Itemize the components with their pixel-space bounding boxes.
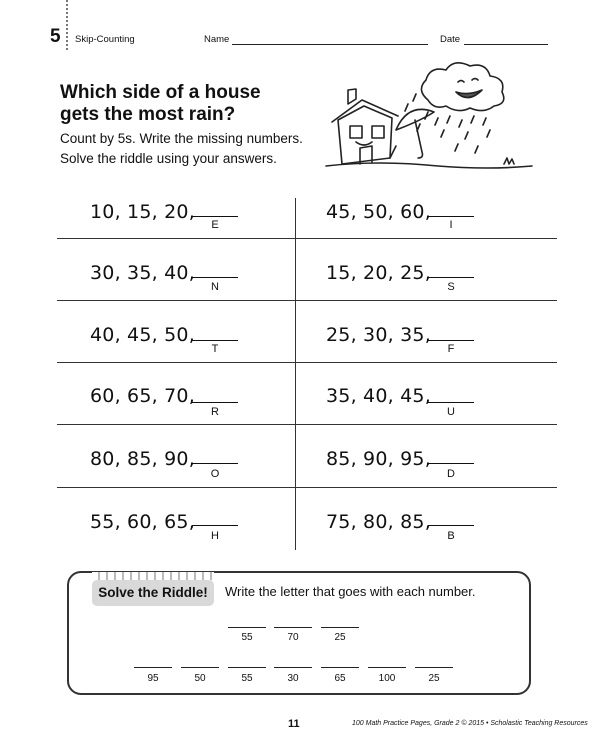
riddle-answer-blank[interactable] [368, 667, 406, 668]
answer-blank[interactable] [192, 340, 238, 341]
answer-letter: U [447, 406, 455, 418]
problem-sequence: 55, 60, 65, [90, 511, 195, 533]
column-divider [295, 198, 296, 550]
answer-blank[interactable] [192, 277, 238, 278]
problem-sequence: 30, 35, 40, [90, 262, 195, 284]
answer-blank[interactable] [428, 216, 474, 217]
problem-sequence: 85, 90, 95, [326, 448, 431, 470]
solve-riddle-badge: Solve the Riddle! [92, 580, 214, 606]
topic-label: Skip-Counting [75, 34, 135, 45]
riddle-number: 70 [287, 632, 299, 643]
name-label: Name [204, 34, 230, 45]
header-dotted-divider [66, 0, 68, 50]
problem-sequence: 15, 20, 25, [326, 262, 431, 284]
riddle-number: 30 [287, 673, 299, 684]
problem-sequence: 10, 15, 20, [90, 201, 195, 223]
cloud-icon [421, 63, 503, 111]
answer-blank[interactable] [428, 340, 474, 341]
date-field[interactable] [464, 44, 548, 45]
riddle-number: 25 [428, 673, 440, 684]
riddle-number: 25 [334, 632, 346, 643]
riddle-number: 65 [334, 673, 346, 684]
answer-blank[interactable] [428, 525, 474, 526]
answer-blank[interactable] [428, 402, 474, 403]
answer-letter: R [211, 406, 219, 418]
riddle-answer-blank[interactable] [181, 667, 219, 668]
row-divider [57, 362, 557, 363]
riddle-number: 55 [241, 632, 253, 643]
row-divider [57, 487, 557, 488]
answer-blank[interactable] [428, 463, 474, 464]
riddle-answer-blank[interactable] [321, 667, 359, 668]
riddle-number: 95 [147, 673, 159, 684]
answer-blank[interactable] [192, 216, 238, 217]
instructions: Count by 5s. Write the missing numbers. Solve the riddle using your answers. [60, 131, 303, 166]
riddle-number: 100 [378, 673, 396, 684]
name-field[interactable] [232, 44, 428, 45]
date-label: Date [440, 34, 461, 45]
problem-sequence: 25, 30, 35, [326, 324, 431, 346]
riddle-number: 55 [241, 673, 253, 684]
problem-sequence: 75, 80, 85, [326, 511, 431, 533]
riddle-answer-blank[interactable] [134, 667, 172, 668]
answer-letter: H [211, 530, 219, 542]
answer-letter: B [447, 530, 455, 542]
problem-sequence: 45, 50, 60, [326, 201, 431, 223]
problem-sequence: 60, 65, 70, [90, 385, 195, 407]
riddle-instruction: Write the letter that goes with each number. [225, 584, 476, 599]
riddle-answer-blank[interactable] [274, 627, 312, 628]
answer-letter: N [211, 281, 219, 293]
row-divider [57, 424, 557, 425]
riddle-answer-blank[interactable] [228, 627, 266, 628]
answer-letter: T [211, 343, 219, 355]
answer-blank[interactable] [192, 463, 238, 464]
page-title: Which side of a house gets the most rain? [60, 82, 261, 125]
riddle-answer-blank[interactable] [274, 667, 312, 668]
house-rain-illustration [318, 60, 538, 185]
row-divider [57, 300, 557, 301]
answer-blank[interactable] [192, 525, 238, 526]
page-number: 5 [50, 26, 61, 47]
answer-blank[interactable] [428, 277, 474, 278]
riddle-number: 50 [194, 673, 206, 684]
answer-letter: I [449, 219, 453, 231]
problem-sequence: 40, 45, 50, [90, 324, 195, 346]
row-divider [57, 238, 557, 239]
answer-letter: E [211, 219, 219, 231]
footer-page-number: 11 [288, 718, 300, 730]
riddle-answer-blank[interactable] [321, 627, 359, 628]
footer-credit: 100 Math Practice Pages, Grade 2 © 2015 • Scholastic Teaching Resources [352, 720, 588, 727]
answer-letter: O [210, 468, 220, 480]
problem-sequence: 80, 85, 90, [90, 448, 195, 470]
answer-letter: D [447, 468, 455, 480]
badge-decoration [92, 572, 214, 580]
problem-sequence: 35, 40, 45, [326, 385, 431, 407]
riddle-answer-blank[interactable] [228, 667, 266, 668]
riddle-answer-blank[interactable] [415, 667, 453, 668]
answer-letter: F [447, 343, 455, 355]
answer-blank[interactable] [192, 402, 238, 403]
answer-letter: S [447, 281, 455, 293]
